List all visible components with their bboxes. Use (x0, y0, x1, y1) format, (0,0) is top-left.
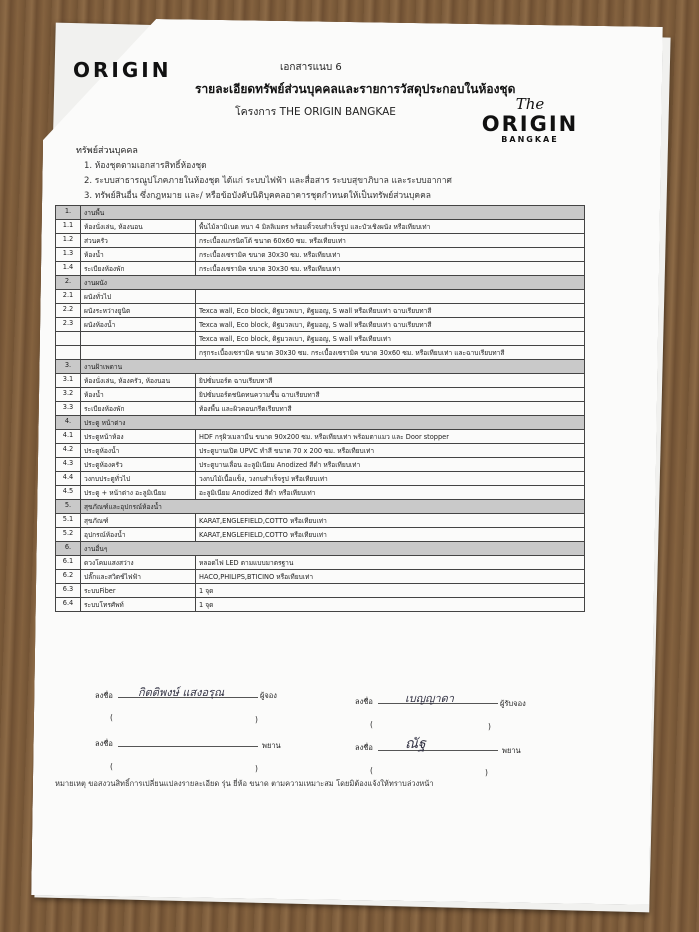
reserver-label: ผู้จอง (260, 691, 277, 700)
table-row (56, 388, 585, 402)
intro-line-2: 2. ระบบสาธารณูปโภคภายในห้องชุด ได้แก่ ระบบไฟฟ้า และสื่อสาร ระบบสุขาภิบาล และระบบอากาศ (84, 176, 452, 186)
table-row (56, 486, 585, 500)
item-number: 1.2 (56, 234, 81, 248)
the-origin-bangkae-logo (470, 95, 590, 144)
table-row (56, 248, 585, 262)
item-number: 4.4 (56, 472, 81, 486)
item-specification: ประตูบานเปิด UPVC ทำสี ขนาด 70 x 200 ซม. หรือเทียบเท่า (196, 444, 585, 458)
table-row (56, 402, 585, 416)
intro-line-1: 1. ห้องชุดตามเอกสารสิทธิ์ห้องชุด (84, 161, 207, 171)
paren-close-3: ) (255, 764, 258, 773)
item-specification: HDF กรุผิวเมลามีน ขนาด 90x200 ซม. หรือเทียบเท่า พร้อมตาแมว และ Door stopper (196, 430, 585, 444)
group-number: 3. (56, 360, 81, 374)
sign-line-witness-2 (378, 750, 498, 751)
table-row (56, 220, 585, 234)
item-name: ประตูห้องน้ำ (81, 444, 196, 458)
item-specification: วงกบไม้เนื้อแข็ง, วงกบสำเร็จรูป หรือเทียบเท่า (196, 472, 585, 486)
table-row (56, 374, 585, 388)
table-row (56, 346, 585, 360)
witness-label-2: พยาน (502, 746, 521, 755)
item-name: ดวงโคมแสงสว่าง (81, 556, 196, 570)
paren-close-4: ) (485, 768, 488, 777)
item-name: อุปกรณ์ห้องน้ำ (81, 528, 196, 542)
table-group-row (56, 416, 585, 430)
item-name: ประตูห้องครัว (81, 458, 196, 472)
table-row (56, 444, 585, 458)
logo-the-text: The (515, 95, 545, 113)
item-specification: 1 จุด (196, 598, 585, 612)
table-row (56, 570, 585, 584)
table-row (56, 430, 585, 444)
table-row (56, 598, 585, 612)
logo-location-text: BANGKAE (501, 135, 559, 144)
item-name: ระเบียงห้องพัก (81, 262, 196, 276)
table-group-row (56, 276, 585, 290)
item-specification: อะลูมิเนียม Anodized สีดำ หรือเทียบเท่า (196, 486, 585, 500)
sign-label-reserver: ลงชื่อ (95, 691, 113, 700)
table-row (56, 472, 585, 486)
item-number: 2.3 (56, 318, 81, 332)
item-name: ห้องน้ำ (81, 248, 196, 262)
handwritten-signature-witness: ณัฐ (405, 736, 426, 752)
item-name: วงกบประตูทั่วไป (81, 472, 196, 486)
document-title: รายละเอียดทรัพย์ส่วนบุคคลและรายการวัสดุประกอบในห้องชุด (195, 82, 516, 96)
item-number (56, 332, 81, 346)
paren-close-2: ) (488, 722, 491, 731)
item-name: ประตูหน้าห้อง (81, 430, 196, 444)
item-specification: กระเบื้องเซรามิค ขนาด 30x30 ซม. หรือเทียบเท่า (196, 262, 585, 276)
item-number: 4.2 (56, 444, 81, 458)
witness-label-1: พยาน (262, 741, 281, 750)
table-row (56, 304, 585, 318)
specification-table (55, 205, 585, 612)
sign-label-witness-2: ลงชื่อ (355, 743, 373, 752)
paren-open-4: ( (370, 766, 373, 775)
table-row (56, 332, 585, 346)
sign-line-witness-1 (118, 746, 258, 747)
item-specification: KARAT,ENGLEFIELD,COTTO หรือเทียบเท่า (196, 514, 585, 528)
table-group-row (56, 500, 585, 514)
table-row (56, 584, 585, 598)
item-name (81, 346, 196, 360)
item-name: สุขภัณฑ์ (81, 514, 196, 528)
item-number: 1.4 (56, 262, 81, 276)
item-specification: ยิปซั่มบอร์ด ฉาบเรียบทาสี (196, 374, 585, 388)
footnote: หมายเหตุ ขอสงวนสิทธิ์การเปลี่ยนแปลงรายละเอียด รุ่น ยี่ห้อ ขนาด ตามความเหมาะสม โดยมิต้องแจ้งให้ทราบล่วงหน้า (55, 779, 434, 788)
item-number: 1.1 (56, 220, 81, 234)
origin-logo-left: ORIGIN (73, 58, 172, 82)
item-name: ประตู + หน้าต่าง อะลูมิเนียม (81, 486, 196, 500)
item-number (56, 346, 81, 360)
item-name: ห้องน้ำ (81, 388, 196, 402)
item-number: 2.2 (56, 304, 81, 318)
item-specification: HACO,PHILIPS,BTICINO หรือเทียบเท่า (196, 570, 585, 584)
group-number: 5. (56, 500, 81, 514)
table-group-row (56, 206, 585, 220)
paren-close-1: ) (255, 715, 258, 724)
group-title: ประตู หน้าต่าง (81, 416, 585, 430)
item-specification: กระเบื้องเซรามิค ขนาด 30x30 ซม. หรือเทียบเท่า (196, 248, 585, 262)
paren-open-3: ( (110, 762, 113, 771)
receiver-label: ผู้รับจอง (500, 699, 526, 708)
item-name: ผนังระหว่างยูนิต (81, 304, 196, 318)
item-specification: Texca wall, Eco block, ดิฐมวลเบา, ดิฐมอญ, S wall หรือเทียบเท่า (196, 332, 585, 346)
group-number: 2. (56, 276, 81, 290)
item-specification: 1 จุด (196, 584, 585, 598)
item-name: ระเบียงห้องพัก (81, 402, 196, 416)
item-specification: ยิปซั่มบอร์ดชนิดทนความชื้น ฉาบเรียบทาสี (196, 388, 585, 402)
table-row (56, 514, 585, 528)
table-row (56, 290, 585, 304)
intro-line-3: 3. ทรัพย์สินอื่น ซึ่งกฎหมาย และ/ หรือข้อบังคับนิติบุคคลอาคารชุดกำหนดให้เป็นทรัพย์ส่วนบุคคล (84, 191, 431, 201)
paren-open-2: ( (370, 720, 373, 729)
item-name (81, 332, 196, 346)
item-specification: กรุกระเบื้องเซรามิค ขนาด 30x30 ซม. กระเบื้องเซรามิค ขนาด 30x60 ซม. หรือเทียบเท่า และฉาบเรียบทาสี (196, 346, 585, 360)
item-number: 4.1 (56, 430, 81, 444)
handwritten-signature-reserver: กิตติพงษ์ แสงอรุณ (138, 686, 225, 699)
item-name: ห้องนั่งเล่น, ห้องครัว, ห้องนอน (81, 374, 196, 388)
item-name: ผนังห้องน้ำ (81, 318, 196, 332)
handwritten-signature-receiver: เบญญาดา (405, 692, 454, 705)
item-number: 2.1 (56, 290, 81, 304)
item-number: 6.2 (56, 570, 81, 584)
table-group-row (56, 360, 585, 374)
item-number: 6.1 (56, 556, 81, 570)
table-row (56, 318, 585, 332)
item-number: 4.5 (56, 486, 81, 500)
sign-label-receiver: ลงชื่อ (355, 697, 373, 706)
item-number: 5.2 (56, 528, 81, 542)
item-name: ปลั๊กและสวิตช์ไฟฟ้า (81, 570, 196, 584)
item-number: 6.3 (56, 584, 81, 598)
item-name: ผนังทั่วไป (81, 290, 196, 304)
table-row (56, 556, 585, 570)
attachment-number: เอกสารแนบ 6 (280, 62, 342, 73)
item-name: ระบบโทรศัพท์ (81, 598, 196, 612)
item-number: 3.1 (56, 374, 81, 388)
table-row (56, 262, 585, 276)
item-specification: ท้องพื้น และผิวคอนกรีตเรียบทาสี (196, 402, 585, 416)
item-number: 3.2 (56, 388, 81, 402)
item-number: 4.3 (56, 458, 81, 472)
item-specification: กระเบื้องแกรนิตโต้ ขนาด 60x60 ซม. หรือเทียบเท่า (196, 234, 585, 248)
item-number: 5.1 (56, 514, 81, 528)
table-row (56, 234, 585, 248)
item-number: 3.3 (56, 402, 81, 416)
item-name: ส่วนครัว (81, 234, 196, 248)
group-number: 4. (56, 416, 81, 430)
item-name: ห้องนั่งเล่น, ห้องนอน (81, 220, 196, 234)
group-title: สุขภัณฑ์และอุปกรณ์ห้องน้ำ (81, 500, 585, 514)
item-specification: KARAT,ENGLEFIELD,COTTO หรือเทียบเท่า (196, 528, 585, 542)
item-number: 6.4 (56, 598, 81, 612)
group-number: 6. (56, 542, 81, 556)
item-specification: หลอดไฟ LED ตามแบบมาตรฐาน (196, 556, 585, 570)
item-specification (196, 290, 585, 304)
item-name: ระบบFiber (81, 584, 196, 598)
group-title: งานฝ้าเพดาน (81, 360, 585, 374)
item-specification: Texca wall, Eco block, ดิฐมวลเบา, ดิฐมอญ, S wall หรือเทียบเท่า ฉาบเรียบทาสี (196, 318, 585, 332)
table-group-row (56, 542, 585, 556)
sign-label-witness-1: ลงชื่อ (95, 739, 113, 748)
item-number: 1.3 (56, 248, 81, 262)
group-title: งานพื้น (81, 206, 585, 220)
table-row (56, 528, 585, 542)
group-number: 1. (56, 206, 81, 220)
section-title: ทรัพย์ส่วนบุคคล (76, 146, 138, 156)
paren-open-1: ( (110, 713, 113, 722)
item-specification: ประตูบานเลื่อน อะลูมิเนียม Anodized สีดำ หรือเทียบเท่า (196, 458, 585, 472)
table-row (56, 458, 585, 472)
item-specification: Texca wall, Eco block, ดิฐมวลเบา, ดิฐมอญ, S wall หรือเทียบเท่า ฉาบเรียบทาสี (196, 304, 585, 318)
group-title: งานผนัง (81, 276, 585, 290)
logo-origin-text: ORIGIN (481, 112, 579, 136)
item-specification: พื้นไม้ลามิเนต หนา 4 มิลลิเมตร พร้อมคิ้วจบสำเร็จรูป และบัวเชิงผนัง หรือเทียบเท่า (196, 220, 585, 234)
group-title: งานอื่นๆ (81, 542, 585, 556)
project-name: โครงการ THE ORIGIN BANGKAE (235, 106, 396, 118)
